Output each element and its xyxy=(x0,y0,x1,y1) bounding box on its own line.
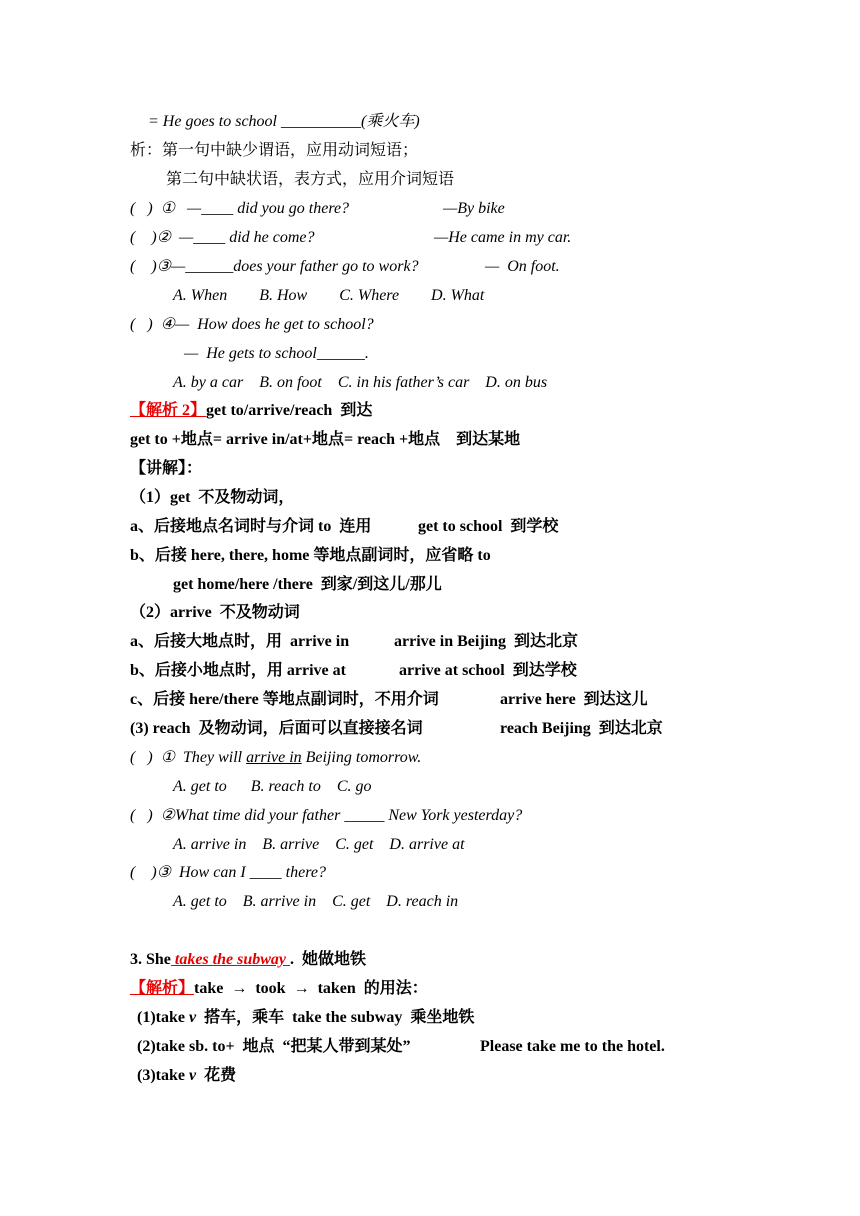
get-rule-b-example: get home/here /there 到家/到这儿/那儿 xyxy=(173,576,442,593)
get-to-formula: get to +地点= arrive in/at+地点= reach +地点 到达某地 xyxy=(130,431,521,448)
underlined-phrase: arrive in xyxy=(246,749,302,766)
options-2: A. by a car B. on foot C. in his father’s car D. on bus xyxy=(173,374,548,391)
get-rule-a: a、后接地点名词时与介词 to 连用 xyxy=(130,518,372,535)
arrive-rule-c: c、后接 here/there 等地点副词时，不用介词 xyxy=(130,691,439,708)
analysis-2-heading xyxy=(130,401,372,421)
exercise-1-options: A. get to B. reach to C. go xyxy=(173,778,372,795)
explanation-heading: 【讲解】： xyxy=(130,460,203,477)
take-forms: take → took → taken 的用法： xyxy=(194,980,428,997)
exercise-2-options: A. arrive in B. arrive C. get D. arrive at xyxy=(173,836,465,853)
exercise-3-options: A. get to B. arrive in C. get D. reach in xyxy=(173,893,459,910)
question-4: ( ) ④— How does he get to school? xyxy=(130,316,374,333)
arrive-rule-b: b、后接小地点时，用 arrive at xyxy=(130,662,346,679)
arrive-rule-c-example: arrive here 到达这儿 xyxy=(500,691,648,708)
question-3: ( )③—______does your father go to work? xyxy=(130,258,419,275)
get-heading: （1）get 不及物动词， xyxy=(130,489,295,506)
key-phrase: takes the subway xyxy=(170,951,291,968)
get-rule-a-example: get to school 到学校 xyxy=(418,518,559,535)
take-analysis-heading xyxy=(130,979,428,999)
take-usage-2: (2)take sb. to+ 地点 “把某人带到某处” xyxy=(137,1038,411,1055)
analysis-2-tag: 【解析 2】 xyxy=(130,402,207,419)
exercise-3: ( )③ How can I ____ there? xyxy=(130,864,326,881)
arrive-rule-a: a、后接大地点时，用 arrive in xyxy=(130,633,350,650)
options-1: A. When B. How C. Where D. What xyxy=(173,287,485,304)
reach-rule-example: reach Beijing 到达北京 xyxy=(500,720,663,737)
analysis-2-title: get to/arrive/reach 到达 xyxy=(206,402,373,419)
exercise-2: ( ) ②What time did your father _____ New York yesterday? xyxy=(130,807,523,824)
section-3-sentence: 3. She takes the subway . 她做地铁 xyxy=(130,951,367,968)
answer-4: — He gets to school______. xyxy=(184,345,369,362)
take-usage-2-example: Please take me to the hotel. xyxy=(480,1038,665,1055)
arrive-heading: （2）arrive 不及物动词 xyxy=(130,604,300,621)
take-usage-1: (1)take v 搭车，乘车 take the subway 乘坐地铁 xyxy=(137,1009,475,1026)
sentence-rewrite: = He goes to school __________(乘火车) xyxy=(148,113,420,130)
arrive-rule-b-example: arrive at school 到达学校 xyxy=(399,662,577,679)
exercise-1: ( ) ① They will arrive in Beijing tomorrow. xyxy=(130,749,422,766)
arrive-rule-a-example: arrive in Beijing 到达北京 xyxy=(394,633,578,650)
analysis-line-2: 第二句中缺状语，表方式，应用介词短语 xyxy=(166,171,455,188)
analysis-tag: 【解析】 xyxy=(130,980,195,997)
analysis-line-1: 析：第一句中缺少谓语，应用动词短语； xyxy=(130,142,419,159)
answer-2: —He came in my car. xyxy=(434,229,572,246)
question-1: ( ) ① —____ did you go there? xyxy=(130,200,350,217)
get-rule-b: b、后接 here, there, home 等地点副词时，应省略 to xyxy=(130,547,491,564)
answer-1: —By bike xyxy=(443,200,505,217)
reach-rule: (3) reach 及物动词，后面可以直接接名词 xyxy=(130,720,423,737)
question-2: ( )② —____ did he come? xyxy=(130,229,315,246)
answer-3: — On foot. xyxy=(485,258,560,275)
take-usage-3: (3)take v 花费 xyxy=(137,1067,237,1084)
